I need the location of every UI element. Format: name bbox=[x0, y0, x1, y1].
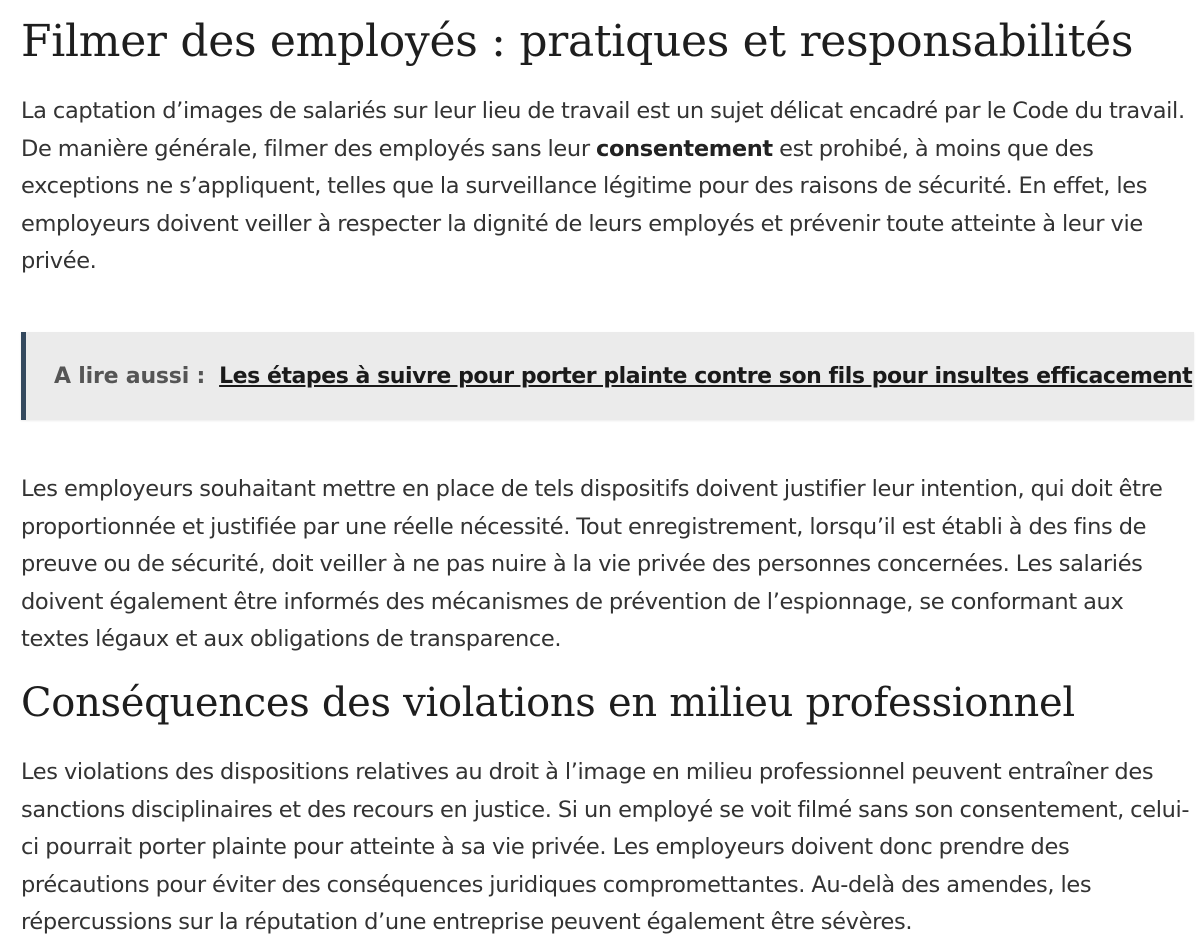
related-article-link[interactable]: Les étapes à suivre pour porter plainte contre son fils pour insultes efficacement bbox=[219, 363, 1193, 389]
related-article-callout bbox=[21, 332, 1194, 420]
section-heading-consequences: Conséquences des violations en milieu professionnel bbox=[21, 680, 1075, 726]
related-label: A lire aussi : bbox=[54, 363, 206, 389]
paragraph-text: La captation d’images de salariés sur leur lieu de travail est un sujet délicat encadré par le Code du travail. De manière générale, filmer des employés sans leur bbox=[21, 98, 1185, 162]
section-heading-filmer: Filmer des employés : pratiques et responsabilités bbox=[21, 16, 1134, 67]
paragraph-text: est prohibé, à moins que des exceptions ne s’appliquent, telles que la surveillance légitime pour des raisons de sécurité. En effet, les employeurs doivent veiller à respecter la dignité de leurs employés et prévenir toute atteinte à leur vie privée. bbox=[21, 135, 1148, 275]
paragraph-captation bbox=[21, 93, 1193, 281]
paragraph-employeurs: Les employeurs souhaitant mettre en place de tels dispositifs doivent justifier leur intention, qui doit être proportionnée et justifiée par une réelle nécessité. Tout enregistrement, lorsqu’il est établi à des fins de preuve ou de sécurité, doit veiller à ne pas nuire à la vie privée des personnes concernées. Les salariés doivent également être informés des mécanismes de prévention de l’espionnage, se conformant aux textes légaux et aux obligations de transparence. bbox=[21, 476, 1163, 653]
bold-consentement: consentement bbox=[596, 135, 773, 162]
paragraph-violations: Les violations des dispositions relatives au droit à l’image en milieu professionnel peuvent entraîner des sanctions disciplinaires et des recours en justice. Si un employé se voit filmé sans son consentement, celui-ci pourrait porter plainte pour atteinte à sa vie privée. Les employeurs doivent donc prendre des précautions pour éviter des conséquences juridiques compromettantes. Au-delà des amendes, les répercussions sur la réputation d’une entreprise peuvent également être sévères. bbox=[21, 759, 1190, 936]
